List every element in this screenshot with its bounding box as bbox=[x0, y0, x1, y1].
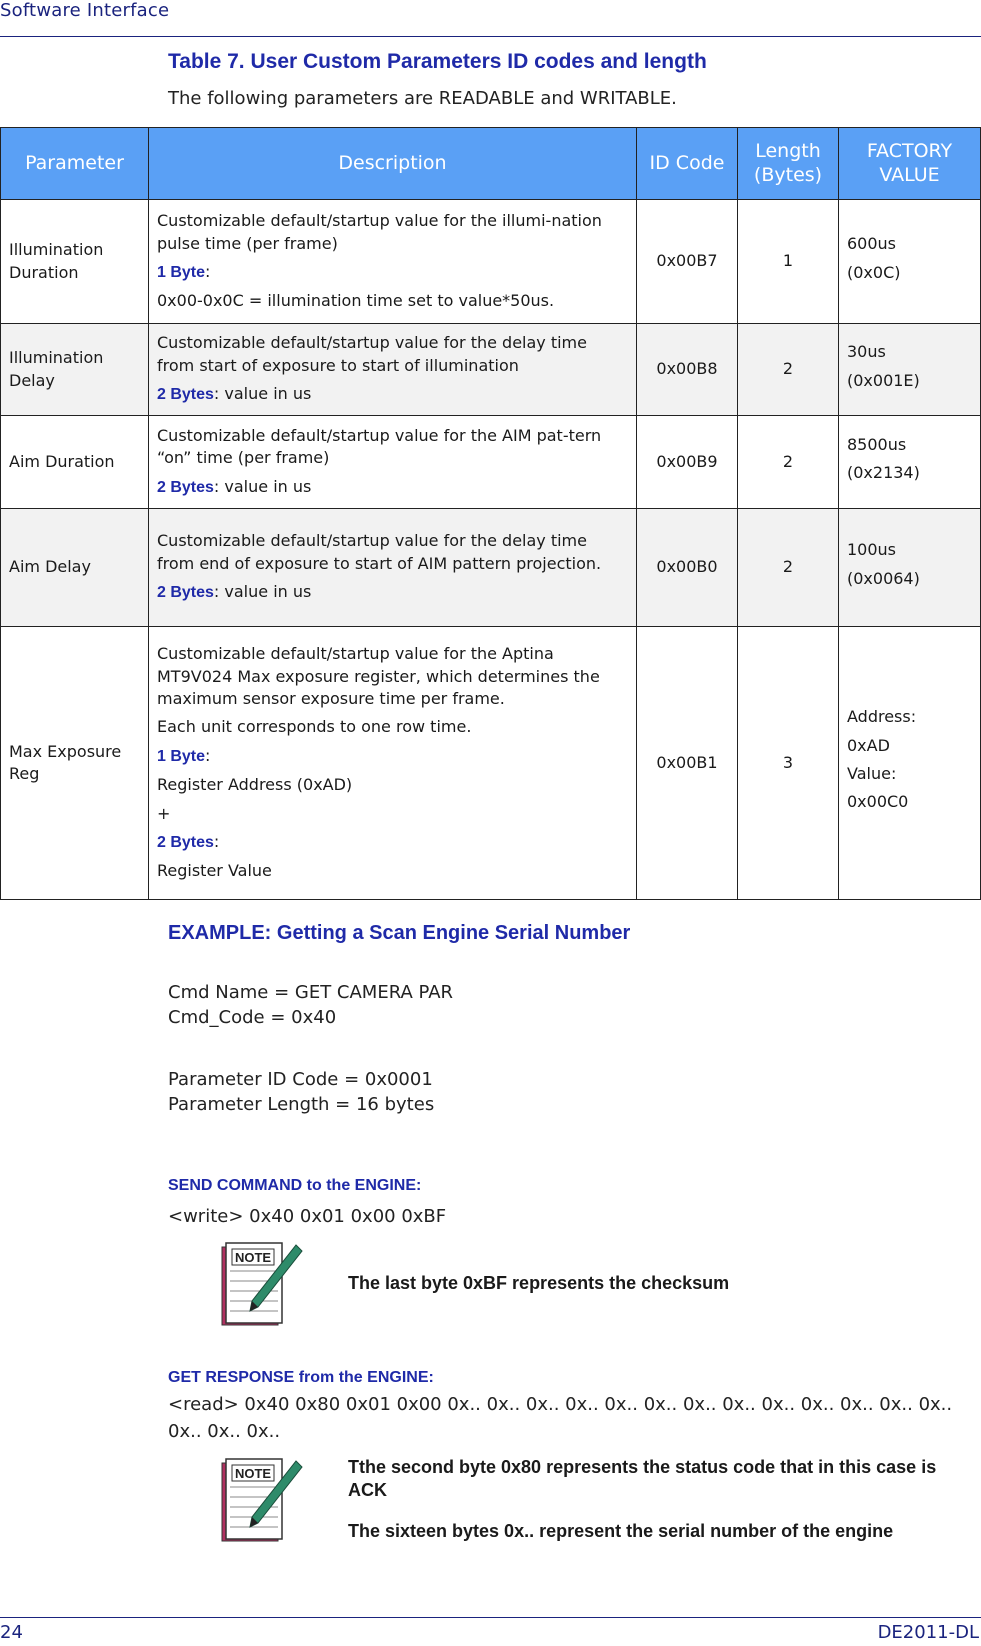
desc-bytes-line bbox=[157, 745, 628, 768]
desc-line: Each unit corresponds to one row time. bbox=[157, 717, 472, 737]
param-id-code: 0x00B7 bbox=[637, 200, 738, 324]
param-description bbox=[149, 416, 637, 509]
bytes-rest: : bbox=[205, 745, 211, 765]
param-description bbox=[149, 324, 637, 416]
param-length: 1 bbox=[738, 200, 839, 324]
desc-line: Customizable default/startup value for the delay time from start of exposure to start of illumination bbox=[157, 333, 587, 375]
factory-line: Address: bbox=[847, 707, 917, 727]
factory-line: 0x00C0 bbox=[847, 792, 909, 812]
param-factory-value bbox=[839, 324, 981, 416]
param-id-line: Parameter ID Code = 0x0001 bbox=[168, 1069, 433, 1090]
factory-line: (0x2134) bbox=[847, 463, 920, 482]
param-description bbox=[149, 509, 637, 627]
param-length: 3 bbox=[738, 627, 839, 900]
desc-bytes-line bbox=[157, 581, 628, 604]
note-serial-text: The sixteen bytes 0x.. represent the serial number of the engine bbox=[348, 1521, 894, 1541]
factory-line: (0x0064) bbox=[847, 568, 920, 588]
param-factory-value bbox=[839, 627, 981, 900]
factory-line: 30us bbox=[847, 342, 886, 362]
param-factory-value bbox=[839, 416, 981, 509]
col-header-id-code: ID Code bbox=[637, 128, 738, 200]
note-icon-label: NOTE bbox=[234, 1250, 272, 1265]
col-header-description: Description bbox=[149, 128, 637, 200]
factory-line: 100us bbox=[847, 540, 897, 560]
param-length-line: Parameter Length = 16 bytes bbox=[168, 1094, 435, 1115]
param-description bbox=[149, 627, 637, 900]
read-response-line-2: 0x.. 0x.. 0x.. bbox=[168, 1421, 281, 1442]
param-factory-value bbox=[839, 200, 981, 324]
table-row bbox=[1, 200, 981, 324]
cmd-name-line: Cmd Name = GET CAMERA PAR bbox=[168, 982, 454, 1003]
col-header-parameter: Parameter bbox=[1, 128, 149, 200]
bytes-rest: : bbox=[213, 831, 220, 851]
desc-line: Customizable default/startup value for the illumi-nation pulse time (per frame) bbox=[157, 211, 602, 253]
factory-line: 8500us bbox=[847, 434, 907, 454]
param-id-code: 0x00B1 bbox=[637, 627, 738, 900]
factory-line: 0xAD bbox=[847, 735, 890, 755]
send-command-heading: SEND COMMAND to the ENGINE: bbox=[168, 1177, 422, 1194]
bytes-rest: : value in us bbox=[213, 582, 312, 602]
example-title: EXAMPLE: Getting a Scan Engine Serial Number bbox=[168, 922, 631, 944]
bytes-label: 2 Bytes bbox=[157, 478, 214, 496]
note-icon-label: NOTE bbox=[234, 1466, 272, 1481]
bytes-label: 2 Bytes bbox=[157, 584, 214, 602]
param-factory-value bbox=[839, 509, 981, 627]
page-header: Software Interface bbox=[0, 0, 170, 21]
param-name: Max Exposure Reg bbox=[1, 627, 149, 900]
desc-bytes-line bbox=[157, 261, 628, 284]
factory-line: (0x001E) bbox=[847, 370, 920, 390]
table-row bbox=[1, 509, 981, 627]
bytes-rest: : value in us bbox=[213, 476, 312, 496]
table-row bbox=[1, 627, 981, 900]
param-name: Aim Duration bbox=[1, 416, 149, 509]
desc-line: Customizable default/startup value for the Aptina MT9V024 Max exposure register, which determines the maximum sensor exposure time per frame. bbox=[157, 644, 600, 709]
param-length: 2 bbox=[738, 324, 839, 416]
param-id-code: 0x00B8 bbox=[637, 324, 738, 416]
desc-line: 0x00-0x0C = illumination time set to value*50us. bbox=[157, 291, 555, 311]
write-command-line: <write> 0x40 0x01 0x00 0xBF bbox=[168, 1206, 447, 1227]
bytes-label: 2 Bytes bbox=[157, 386, 214, 404]
get-response-heading: GET RESPONSE from the ENGINE: bbox=[168, 1369, 434, 1386]
document-id: DE2011-DL bbox=[877, 1622, 979, 1643]
desc-bytes-line bbox=[157, 383, 628, 406]
param-id-code: 0x00B0 bbox=[637, 509, 738, 627]
bytes-rest: : value in us bbox=[213, 384, 312, 404]
table-title: Table 7. User Custom Parameters ID codes and length bbox=[168, 50, 707, 73]
page-number: 24 bbox=[0, 1622, 23, 1643]
param-name: Aim Delay bbox=[1, 509, 149, 627]
table-header-row bbox=[1, 128, 981, 200]
col-header-length: Length (Bytes) bbox=[738, 128, 839, 200]
footer-rule bbox=[0, 1617, 981, 1618]
factory-line: 600us bbox=[847, 234, 897, 254]
cmd-code-line: Cmd_Code = 0x40 bbox=[168, 1007, 337, 1028]
desc-bytes-line bbox=[157, 476, 628, 499]
col-header-factory-value: FACTORY VALUE bbox=[839, 128, 981, 200]
param-name: Illumination Delay bbox=[1, 324, 149, 416]
header-rule bbox=[0, 36, 981, 37]
factory-line: (0x0C) bbox=[847, 262, 901, 282]
desc-line: Customizable default/startup value for the delay time from end of exposure to start of AIM pattern projection. bbox=[157, 531, 602, 573]
table-subtitle: The following parameters are READABLE and WRITABLE. bbox=[168, 88, 677, 109]
desc-line: Customizable default/startup value for the AIM pat-tern “on” time (per frame) bbox=[157, 425, 602, 468]
table-row bbox=[1, 324, 981, 416]
desc-line: Register Value bbox=[157, 861, 272, 881]
desc-line: Register Address (0xAD) bbox=[157, 775, 353, 795]
param-description bbox=[149, 200, 637, 324]
table-row bbox=[1, 416, 981, 509]
note-icon bbox=[218, 1455, 304, 1547]
param-length: 2 bbox=[738, 416, 839, 509]
desc-line: + bbox=[157, 803, 171, 823]
factory-line: Value: bbox=[847, 764, 897, 783]
note-icon bbox=[218, 1239, 304, 1331]
bytes-label: 2 Bytes bbox=[157, 833, 214, 851]
bytes-label: 1 Byte bbox=[157, 747, 206, 765]
param-length: 2 bbox=[738, 509, 839, 627]
read-response-line-1: <read> 0x40 0x80 0x01 0x00 0x.. 0x.. 0x.. 0x.. 0x.. 0x.. 0x.. 0x.. 0x.. 0x.. 0x.. 0x.. 0x.. bbox=[168, 1394, 953, 1415]
desc-bytes-line bbox=[157, 831, 628, 854]
param-name: Illumination Duration bbox=[1, 200, 149, 324]
note-checksum-text: The last byte 0xBF represents the checksum bbox=[348, 1273, 730, 1293]
note-status-text: Tthe second byte 0x80 represents the status code that in this case is ACK bbox=[348, 1457, 937, 1501]
parameters-table bbox=[0, 127, 981, 900]
bytes-label: 1 Byte bbox=[157, 264, 206, 281]
bytes-rest: : bbox=[205, 262, 211, 281]
param-id-code: 0x00B9 bbox=[637, 416, 738, 509]
